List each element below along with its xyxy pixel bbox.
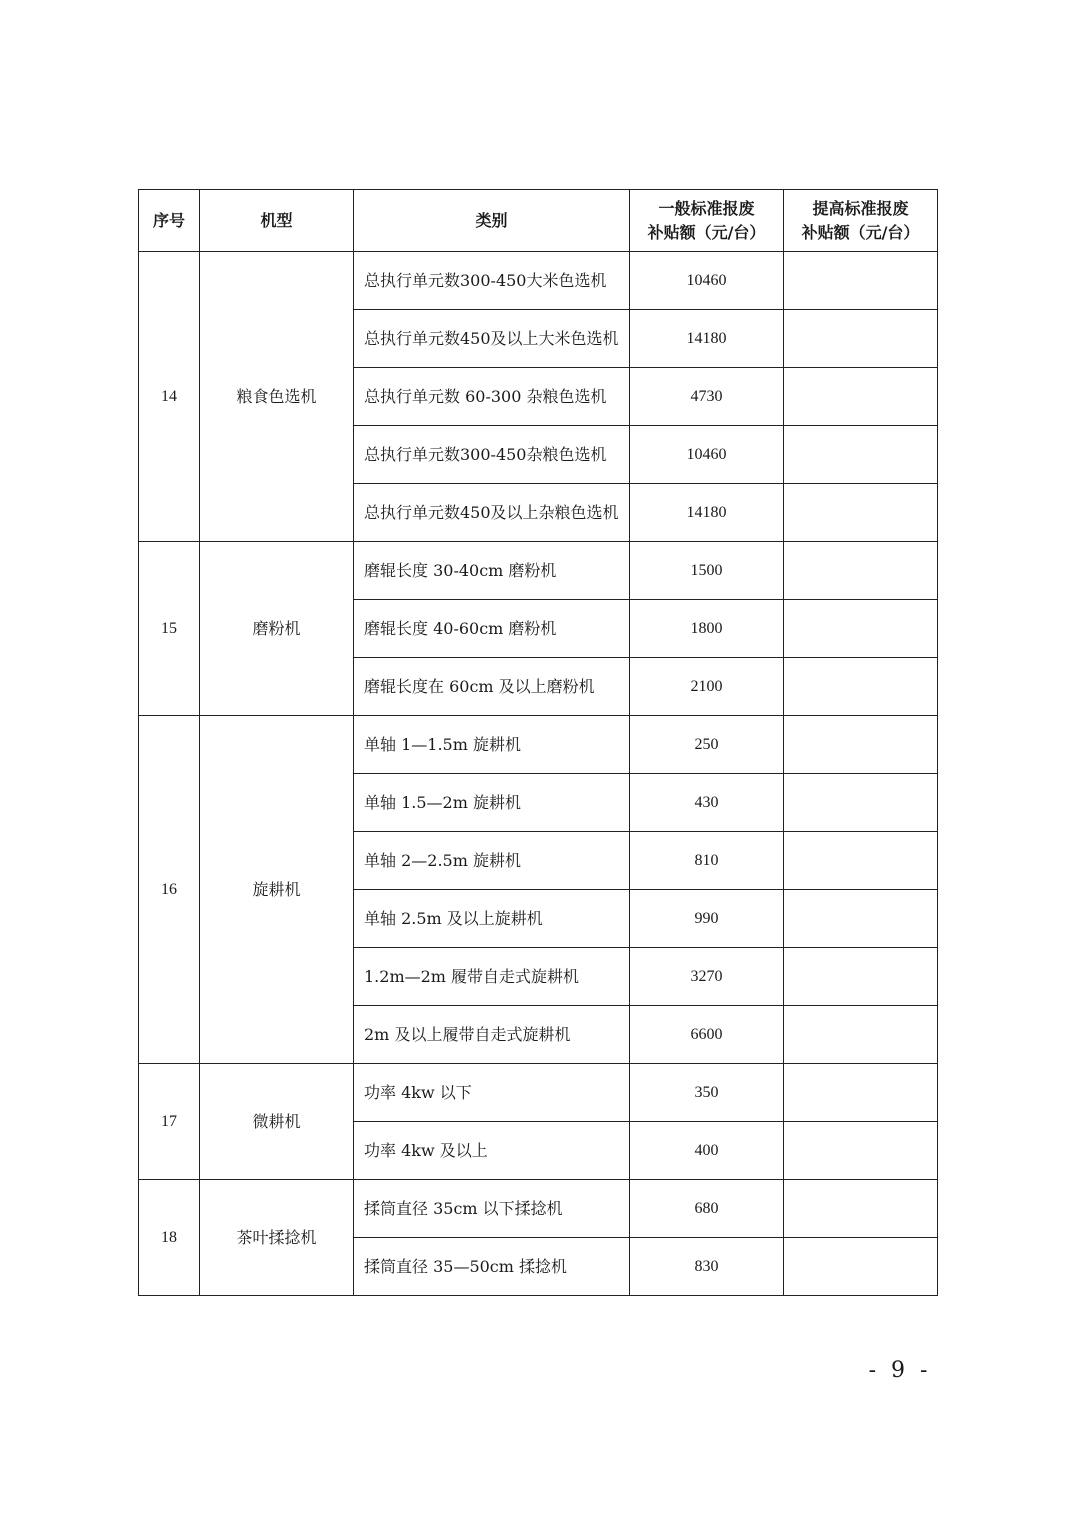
raised-subsidy-cell <box>784 426 938 484</box>
raised-subsidy-cell <box>784 1006 938 1064</box>
raised-subsidy-cell <box>784 252 938 310</box>
table-row <box>139 716 938 774</box>
category-cell: 单轴 2—2.5m 旋耕机 <box>354 832 630 890</box>
category-cell: 单轴 1.5—2m 旋耕机 <box>354 774 630 832</box>
category-cell: 总执行单元数300-450大米色选机 <box>354 252 630 310</box>
header-model: 机型 <box>200 190 354 252</box>
raised-subsidy-cell <box>784 890 938 948</box>
table-header-row <box>139 190 938 252</box>
general-subsidy-cell: 6600 <box>630 1006 784 1064</box>
header-general-subsidy <box>630 190 784 252</box>
category-cell: 2m 及以上履带自走式旋耕机 <box>354 1006 630 1064</box>
raised-subsidy-cell <box>784 948 938 1006</box>
seq-cell: 16 <box>139 716 200 1064</box>
general-subsidy-cell: 10460 <box>630 252 784 310</box>
category-cell: 磨辊长度 30-40cm 磨粉机 <box>354 542 630 600</box>
header-general-line2: 补贴额（元/台） <box>647 222 766 242</box>
model-cell: 粮食色选机 <box>200 252 354 542</box>
category-cell: 揉筒直径 35—50cm 揉捻机 <box>354 1238 630 1296</box>
header-raised-line1: 提高标准报废 <box>812 198 909 218</box>
general-subsidy-cell: 350 <box>630 1064 784 1122</box>
header-raised-line2: 补贴额（元/台） <box>801 222 920 242</box>
general-subsidy-cell: 430 <box>630 774 784 832</box>
raised-subsidy-cell <box>784 368 938 426</box>
category-cell: 1.2m—2m 履带自走式旋耕机 <box>354 948 630 1006</box>
general-subsidy-cell: 830 <box>630 1238 784 1296</box>
general-subsidy-cell: 14180 <box>630 484 784 542</box>
raised-subsidy-cell <box>784 1122 938 1180</box>
general-subsidy-cell: 400 <box>630 1122 784 1180</box>
general-subsidy-cell: 10460 <box>630 426 784 484</box>
table-row <box>139 252 938 310</box>
table-row <box>139 1064 938 1122</box>
model-cell: 茶叶揉捻机 <box>200 1180 354 1296</box>
general-subsidy-cell: 1800 <box>630 600 784 658</box>
page-number: - 9 - <box>868 1358 932 1383</box>
general-subsidy-cell: 4730 <box>630 368 784 426</box>
raised-subsidy-cell <box>784 1238 938 1296</box>
raised-subsidy-cell <box>784 832 938 890</box>
category-cell: 总执行单元数450及以上杂粮色选机 <box>354 484 630 542</box>
seq-cell: 14 <box>139 252 200 542</box>
seq-cell: 17 <box>139 1064 200 1180</box>
category-cell: 揉筒直径 35cm 以下揉捻机 <box>354 1180 630 1238</box>
general-subsidy-cell: 990 <box>630 890 784 948</box>
model-cell: 旋耕机 <box>200 716 354 1064</box>
category-cell: 总执行单元数450及以上大米色选机 <box>354 310 630 368</box>
raised-subsidy-cell <box>784 1064 938 1122</box>
category-cell: 功率 4kw 及以上 <box>354 1122 630 1180</box>
seq-cell: 15 <box>139 542 200 716</box>
category-cell: 总执行单元数300-450杂粮色选机 <box>354 426 630 484</box>
model-cell: 微耕机 <box>200 1064 354 1180</box>
general-subsidy-cell: 2100 <box>630 658 784 716</box>
category-cell: 单轴 2.5m 及以上旋耕机 <box>354 890 630 948</box>
subsidy-table <box>138 189 938 1296</box>
raised-subsidy-cell <box>784 716 938 774</box>
general-subsidy-cell: 1500 <box>630 542 784 600</box>
category-cell: 功率 4kw 以下 <box>354 1064 630 1122</box>
seq-cell: 18 <box>139 1180 200 1296</box>
header-category: 类别 <box>354 190 630 252</box>
raised-subsidy-cell <box>784 658 938 716</box>
raised-subsidy-cell <box>784 774 938 832</box>
category-cell: 磨辊长度 40-60cm 磨粉机 <box>354 600 630 658</box>
raised-subsidy-cell <box>784 542 938 600</box>
header-seq: 序号 <box>139 190 200 252</box>
raised-subsidy-cell <box>784 1180 938 1238</box>
general-subsidy-cell: 14180 <box>630 310 784 368</box>
general-subsidy-cell: 250 <box>630 716 784 774</box>
raised-subsidy-cell <box>784 600 938 658</box>
general-subsidy-cell: 810 <box>630 832 784 890</box>
header-general-line1: 一般标准报废 <box>658 198 755 218</box>
category-cell: 总执行单元数 60-300 杂粮色选机 <box>354 368 630 426</box>
general-subsidy-cell: 3270 <box>630 948 784 1006</box>
table-row <box>139 1180 938 1238</box>
table-body <box>139 252 938 1296</box>
table-row <box>139 542 938 600</box>
general-subsidy-cell: 680 <box>630 1180 784 1238</box>
raised-subsidy-cell <box>784 310 938 368</box>
model-cell: 磨粉机 <box>200 542 354 716</box>
category-cell: 单轴 1—1.5m 旋耕机 <box>354 716 630 774</box>
header-raised-subsidy <box>784 190 938 252</box>
raised-subsidy-cell <box>784 484 938 542</box>
category-cell: 磨辊长度在 60cm 及以上磨粉机 <box>354 658 630 716</box>
